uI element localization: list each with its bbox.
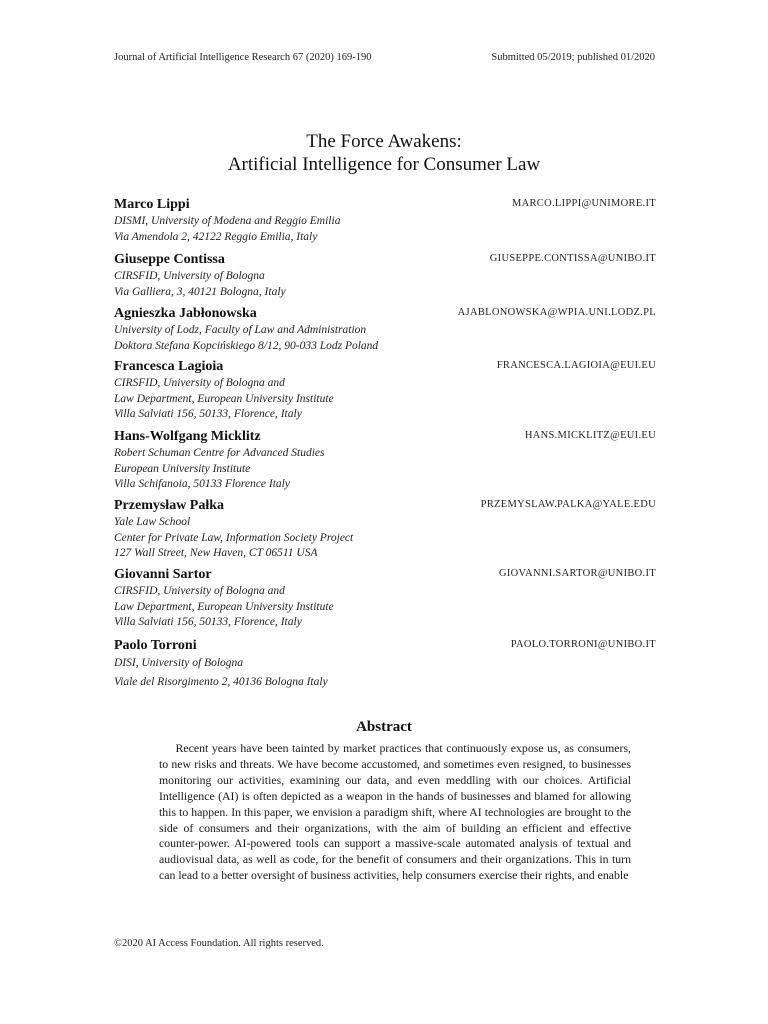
- author-block: [114, 358, 656, 423]
- author-name: Hans-Wolfgang Micklitz: [114, 429, 261, 444]
- author-affiliation-line: CIRSFID, University of Bologna and: [114, 585, 285, 597]
- author-name: Agnieszka Jabłonowska: [114, 306, 257, 321]
- author-name: Giovanni Sartor: [114, 567, 212, 582]
- journal-citation: Journal of Artificial Intelligence Research 67 (2020) 169-190: [114, 52, 372, 63]
- author-email[interactable]: HANS.MICKLITZ@EUI.EU: [524, 430, 656, 441]
- author-email[interactable]: PAOLO.TORRONI@UNIBO.IT: [510, 639, 656, 650]
- title-line-2: Artificial Intelligence for Consumer Law: [227, 154, 541, 175]
- abstract-heading: Abstract: [356, 719, 412, 735]
- abstract-text: Recent years have been tainted by market practices that continuously expose us, as consumers, to new risks and threats. We have become accustomed, and sometimes even resigned, to businesses monitoring our activities, examining our data, and even meddling with our choices. Artificial Intelligence (AI) is often depicted as a weapon in the hands of businesses and blamed for allowing this to happen. In this paper, we envision a paradigm shift, where AI technologies are brought to the side of consumers and their organizations, with the aim of building an efficient and effective counter-power. AI-powered tools can support a massive-scale automated analysis of textual and audiovisual data, as well as code, for the benefit of consumers and their organizations. This in turn can lead to a better oversight of business activities, help consumers exercise their rights, and enable: [159, 741, 631, 883]
- author-email[interactable]: MARCO.LIPPI@UNIMORE.IT: [511, 198, 656, 209]
- author-affiliation-line: Law Department, European University Institute: [114, 600, 334, 613]
- author-block: [114, 637, 656, 690]
- title-line-1: The Force Awakens:: [306, 131, 462, 152]
- copyright-notice: ©2020 AI Access Foundation. All rights reserved.: [114, 938, 324, 949]
- author-affiliation-line: Via Galliera, 3, 40121 Bologna, Italy: [114, 285, 286, 298]
- author-affiliation-line: Law Department, European University Institute: [114, 392, 334, 405]
- author-block: [114, 566, 656, 631]
- author-affiliation-line: Center for Private Law, Information Society Project: [114, 531, 354, 544]
- author-name: Marco Lippi: [114, 197, 190, 212]
- author-affiliation-line: European University Institute: [114, 462, 251, 475]
- author-affiliation-line: Villa Salviati 156, 50133, Florence, Italy: [114, 408, 302, 421]
- author-block: [114, 305, 656, 354]
- author-block: [114, 196, 656, 245]
- author-email[interactable]: GIOVANNI.SARTOR@UNIBO.IT: [498, 568, 656, 579]
- author-block: [114, 428, 656, 493]
- author-name: Przemysław Pałka: [114, 498, 225, 513]
- author-email[interactable]: PRZEMYSLAW.PALKA@YALE.EDU: [480, 499, 656, 510]
- author-block: [114, 497, 656, 562]
- author-name: Francesca Lagioia: [114, 359, 224, 374]
- author-email[interactable]: AJABLONOWSKA@WPIA.UNI.LODZ.PL: [457, 307, 656, 318]
- paper-title: [0, 130, 768, 176]
- author-block: [114, 251, 656, 300]
- author-affiliation-line: CIRSFID, University of Bologna: [114, 270, 265, 282]
- author-email[interactable]: FRANCESCA.LAGIOIA@EUI.EU: [496, 360, 656, 371]
- author-affiliation-line: Villa Salviati 156, 50133, Florence, Italy: [114, 616, 302, 629]
- author-name: Paolo Torroni: [114, 638, 197, 653]
- author-affiliation-line: Yale Law School: [114, 516, 191, 528]
- author-affiliation-line: DISI, University of Bologna: [114, 657, 244, 669]
- author-affiliation-line: 127 Wall Street, New Haven, CT 06511 USA: [114, 547, 318, 560]
- author-affiliation-line: CIRSFID, University of Bologna and: [114, 377, 285, 389]
- author-email[interactable]: GIUSEPPE.CONTISSA@UNIBO.IT: [489, 253, 656, 264]
- submission-dates: Submitted 05/2019; published 01/2020: [491, 52, 655, 63]
- author-affiliation-line: DISMI, University of Modena and Reggio Emilia: [114, 215, 341, 227]
- author-name: Giuseppe Contissa: [114, 252, 225, 267]
- author-affiliation-line: Doktora Stefana Kopcińskiego 8/12, 90-033 Lodz Poland: [114, 339, 379, 352]
- author-affiliation-line: University of Lodz, Faculty of Law and Administration: [114, 324, 367, 336]
- author-affiliation-line: Viale del Risorgimento 2, 40136 Bologna Italy: [114, 675, 328, 688]
- author-affiliation-line: Robert Schuman Centre for Advanced Studies: [114, 447, 325, 459]
- author-affiliation-line: Villa Schifanoia, 50133 Florence Italy: [114, 478, 290, 491]
- author-affiliation-line: Via Amendola 2, 42122 Reggio Emilia, Italy: [114, 230, 318, 243]
